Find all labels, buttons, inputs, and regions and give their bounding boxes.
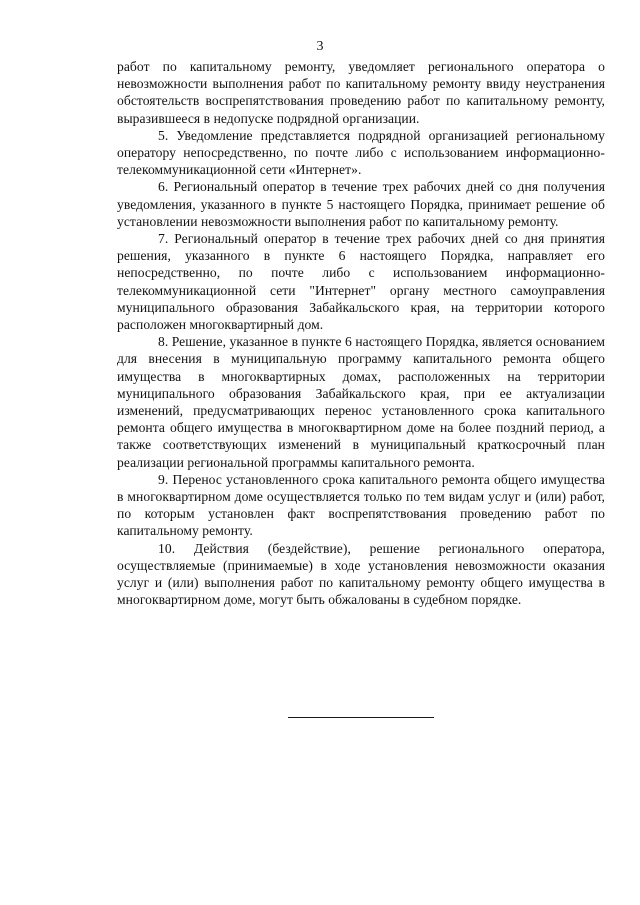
paragraph-9: 9. Перенос установленного срока капитального ремонта общего имущества в многоквартирном доме осуществляется только по тем видам услуг и (или) работ, по которым установлен факт воспрепятствования проведению работ по капитальному ремонту. bbox=[117, 471, 605, 539]
paragraph-8: 8. Решение, указанное в пункте 6 настоящего Порядка, является основанием для внесения в муниципальную программу капитального ремонта общего имущества в многоквартирных домах, расположенных на территории муниципального образования Забайкальского края, при ее актуализации изменений, предусматривающих перенос установленного срока капитального ремонта общего имущества в многоквартирном доме на более поздний период, а также соответствующих изменений в муниципальный краткосрочный план реализации региональной программы капитального ремонта. bbox=[117, 334, 605, 470]
page-number: 3 bbox=[316, 39, 324, 54]
paragraph-7: 7. Региональный оператор в течение трех рабочих дней со дня принятия решения, указанного в пункте 6 настоящего Порядка, направляет его непосредственно, по почте либо с использованием информационно-телекоммуникационной сети "Интернет" органу местного самоуправления муниципального образования Забайкальского края, на территории которого расположен многоквартирный дом. bbox=[117, 231, 605, 333]
paragraph-6: 6. Региональный оператор в течение трех рабочих дней со дня получения уведомления, указанного в пункте 5 настоящего Порядка, принимает решение об установлении невозможности выполнения работ по капитальному ремонту. bbox=[117, 179, 605, 229]
document-body bbox=[117, 58, 605, 609]
paragraph-10: 10. Действия (бездействие), решение регионального оператора, осуществляемые (принимаемые) в ходе установления невозможности оказания услуг и (или) выполнения работ по капитальному ремонту общего имущества в многоквартирном доме, могут быть обжалованы в судебном порядке. bbox=[117, 540, 605, 608]
paragraph-5: 5. Уведомление представляется подрядной организацией региональному оператору непосредственно, по почте либо с использованием информационно-телекоммуникационной сети «Интернет». bbox=[117, 127, 605, 178]
paragraph-continuation: работ по капитальному ремонту, уведомляет регионального оператора о невозможности выполнения работ по капитальному ремонту ввиду неустранения обстоятельств воспрепятствования проведению работ по капитальному ремонту, выразившееся в недопуске подрядной организации. bbox=[117, 59, 605, 126]
closing-divider-line bbox=[288, 717, 434, 718]
